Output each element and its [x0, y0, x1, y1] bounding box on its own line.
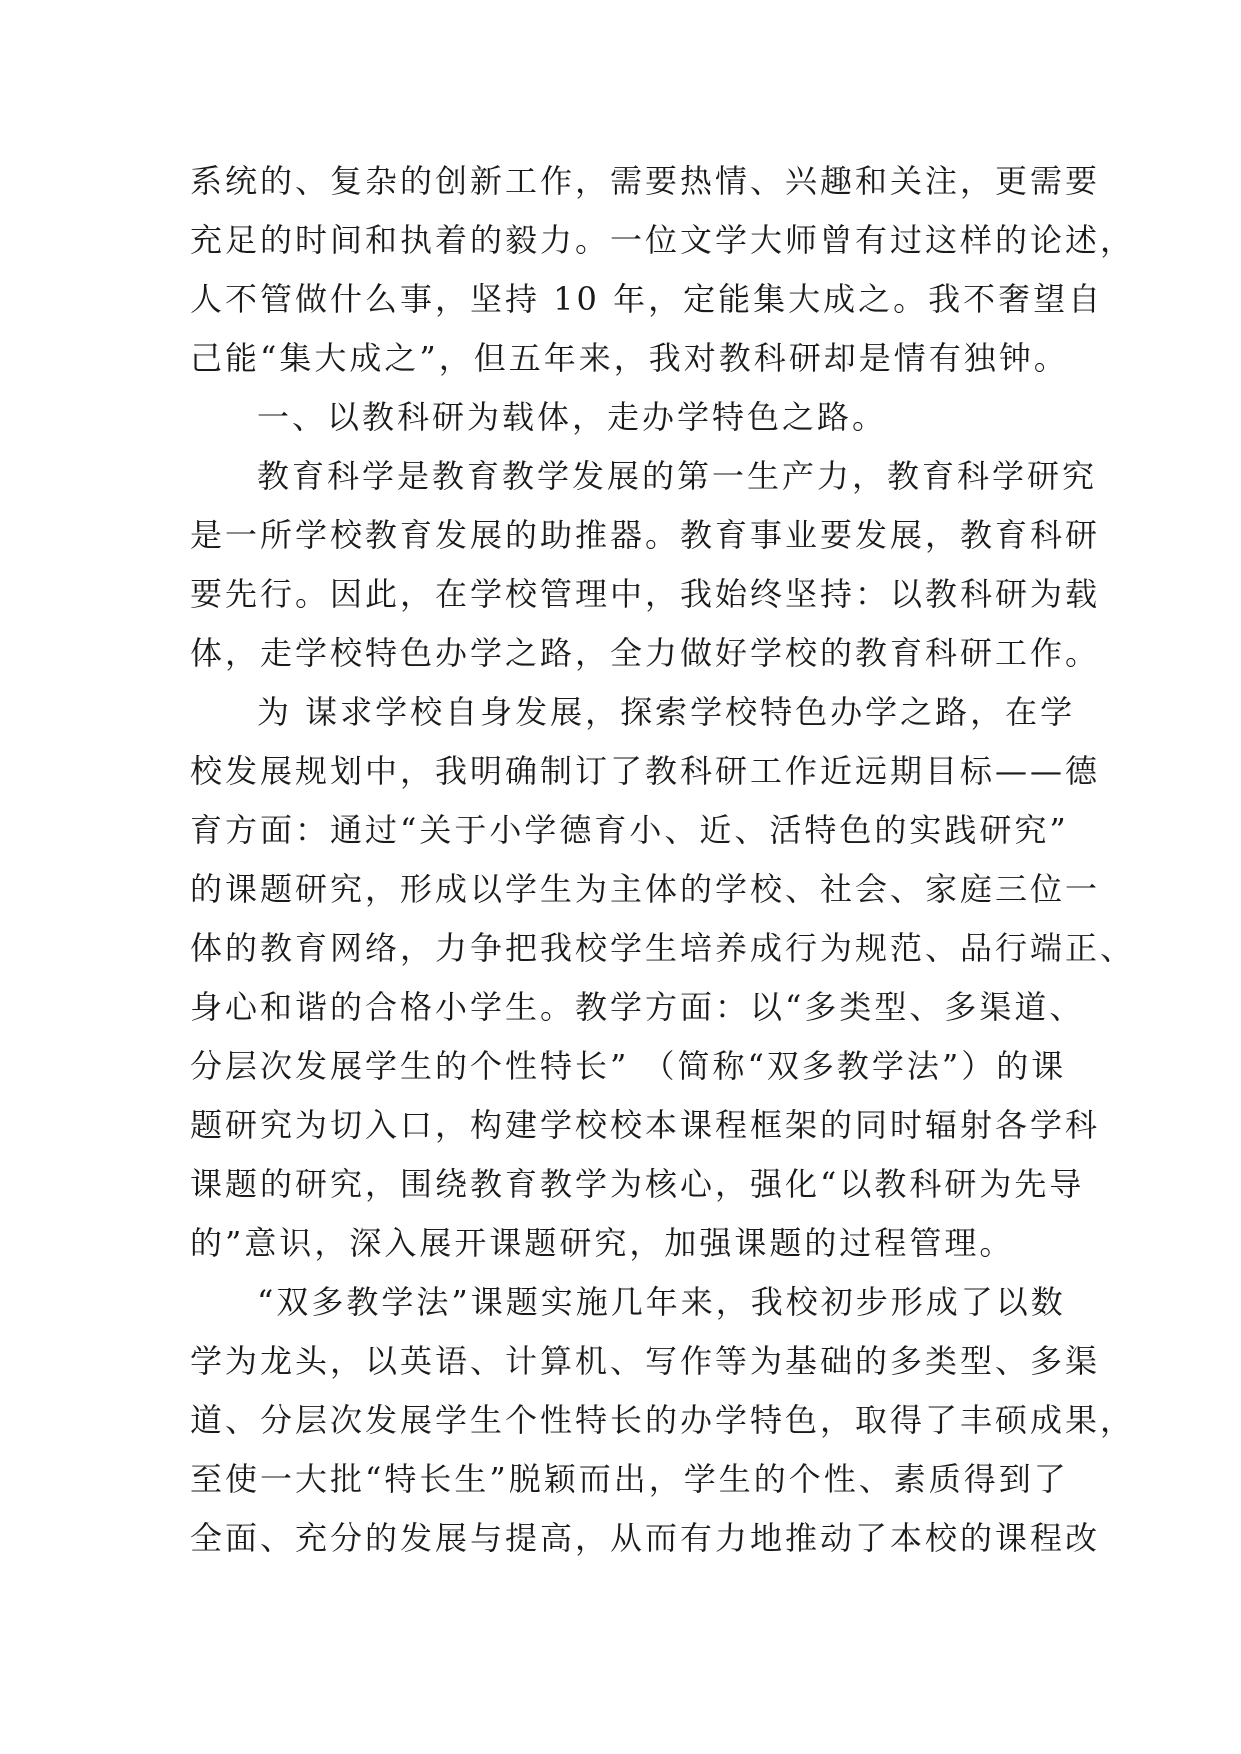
text-line: 课题的研究，围绕教育教学为核心，强化“以教科研为先导: [190, 1165, 1085, 1203]
text-line: 分层次发展学生的个性特长” （简称“双多教学法”）的课: [190, 1047, 1067, 1085]
text-line: 至使一大批“特长生”脱颖而出，学生的个性、素质得到了: [190, 1460, 1069, 1498]
text-line: 的课题研究，形成以学生为主体的学校、社会、家庭三位一: [190, 870, 1101, 908]
text-line: 己能“集大成之”，但五年来，我对教科研却是情有独钟。: [190, 339, 1069, 377]
section-heading: 一、以教科研为载体，走办学特色之路。: [257, 398, 888, 436]
text-line: 体的教育网络，力争把我校学生培养成行为规范、品行端正、: [190, 929, 1136, 967]
text-line: 为 谋求学校自身发展，探索学校特色办学之路，在学: [257, 693, 1076, 731]
text-line: 教育科学是教育教学发展的第一生产力，教育科学研究: [257, 457, 1098, 495]
text-line: 人不管做什么事，坚持 10 年，定能集大成之。我不奢望自: [190, 280, 1104, 318]
text-line: 身心和谐的合格小学生。教学方面：以“多类型、多渠道、: [190, 988, 1085, 1026]
text-line: 是一所学校教育发展的助推器。教育事业要发展，教育科研: [190, 516, 1101, 554]
text-line: 全面、充分的发展与提高，从而有力地推动了本校的课程改: [190, 1519, 1101, 1557]
text-line: 要先行。因此，在学校管理中，我始终坚持：以教科研为载: [190, 575, 1101, 613]
text-line: 体，走学校特色办学之路，全力做好学校的教育科研工作。: [190, 634, 1101, 672]
text-line: 校发展规划中，我明确制订了教科研工作近远期目标——德: [190, 752, 1101, 790]
text-line: 的”意识，深入展开课题研究，加强课题的过程管理。: [190, 1224, 1015, 1262]
text-line: 学为龙头，以英语、计算机、写作等为基础的多类型、多渠: [190, 1342, 1101, 1380]
text-line: “双多教学法”课题实施几年来，我校初步形成了以数: [257, 1283, 1066, 1321]
text-line: 育方面：通过“关于小学德育小、近、活特色的实践研究”: [190, 811, 1069, 849]
text-line: 道、分层次发展学生个性特长的办学特色，取得了丰硕成果，: [190, 1401, 1136, 1439]
text-line: 系统的、复杂的创新工作，需要热情、兴趣和关注，更需要: [190, 162, 1101, 200]
body-text: [190, 152, 1136, 1568]
text-line: 充足的时间和执着的毅力。一位文学大师曾有过这样的论述，: [190, 221, 1136, 259]
text-line: 题研究为切入口，构建学校校本课程框架的同时辐射各学科: [190, 1106, 1101, 1144]
